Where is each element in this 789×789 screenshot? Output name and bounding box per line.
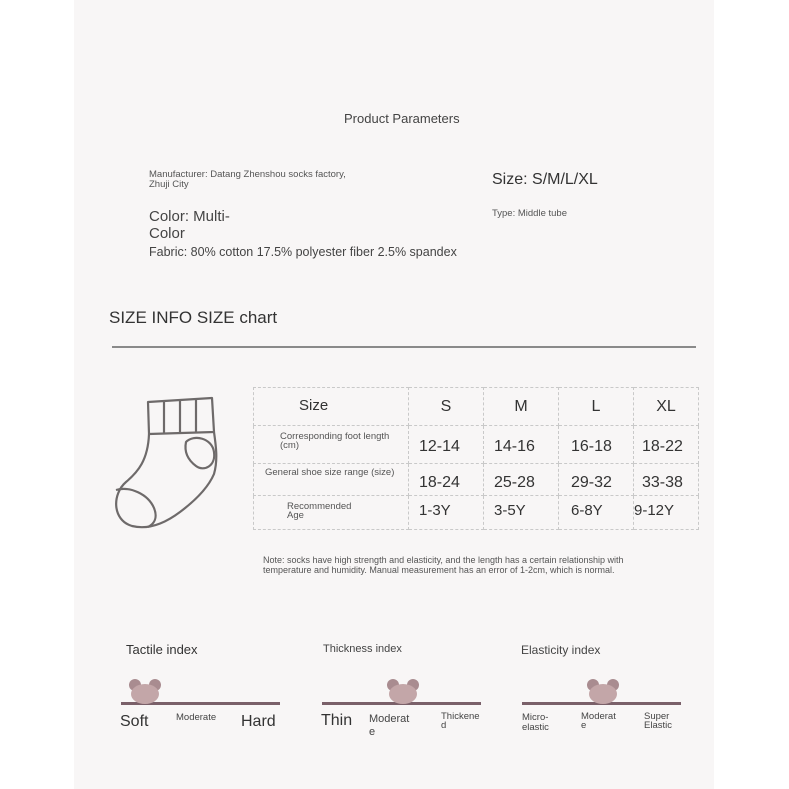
elasticity-right-label-line2: Elastic <box>644 720 672 731</box>
table-cell: 1-3Y <box>409 496 484 530</box>
manufacturer-line1: Manufacturer: Datang Zhenshou socks factory, <box>149 169 346 180</box>
thickness-mid-label-line2: e <box>369 726 376 738</box>
color-line2: Color <box>149 225 185 242</box>
note-line2: temperature and humidity. Manual measurement has an error of 1-2cm, which is normal. <box>263 565 615 575</box>
tactile-mid-label: Moderate <box>176 712 217 723</box>
elasticity-mid-label-line2: e <box>581 720 587 731</box>
table-cell: 18-22 <box>634 426 699 464</box>
size-table <box>253 387 699 530</box>
table-cell: 25-28 <box>484 464 559 496</box>
note-line1: Note: socks have high strength and elasticity, and the length has a certain relationship with <box>263 555 624 565</box>
manufacturer-line2: Zhuji City <box>149 179 189 190</box>
size-col-xl: XL <box>634 388 699 426</box>
fabric-param: Fabric: 80% cotton 17.5% polyester fiber 2.5% spandex <box>149 245 457 259</box>
row-label-line2: Age <box>287 510 304 521</box>
table-row <box>254 426 699 464</box>
table-cell: 29-32 <box>559 464 634 496</box>
section-divider <box>112 346 696 348</box>
size-section-title: SIZE INFO SIZE chart <box>109 308 278 327</box>
size-col-m: M <box>484 388 559 426</box>
size-header-label: Size <box>299 397 329 414</box>
sock-icon <box>108 390 226 530</box>
tactile-right-label: Hard <box>241 713 276 730</box>
color-line1: Color: Multi- <box>149 208 230 225</box>
table-cell: 12-14 <box>409 426 484 464</box>
thickness-index-knob-icon <box>383 678 423 704</box>
thickness-left-label: Thin <box>321 712 353 729</box>
table-cell: 16-18 <box>559 426 634 464</box>
row-label-line1: General shoe size range (size) <box>265 467 395 478</box>
thickness-right-label-line1: Thickene <box>441 711 480 722</box>
row-label-cell <box>254 496 409 530</box>
row-label-line2: (cm) <box>280 440 299 451</box>
elasticity-index-knob-icon <box>583 678 623 704</box>
size-col-l: L <box>559 388 634 426</box>
elasticity-right-label-line1: Super <box>644 711 670 722</box>
thickness-mid-label-line1: Moderat <box>369 713 410 725</box>
table-cell: 6-8Y <box>559 496 634 530</box>
table-cell: 18-24 <box>409 464 484 496</box>
elasticity-mid-label-line1: Moderat <box>581 711 616 722</box>
tactile-left-label: Soft <box>120 713 149 730</box>
table-cell: 3-5Y <box>484 496 559 530</box>
row-label-line1: Corresponding foot length <box>280 431 390 442</box>
size-header-cell <box>254 388 409 426</box>
row-label-line1: Recommended <box>287 501 352 512</box>
table-cell: 33-38 <box>634 464 699 496</box>
tactile-index-knob-icon <box>125 678 165 704</box>
elasticity-index-title: Elasticity index <box>521 643 601 657</box>
elasticity-left-label-line1: Micro- <box>522 712 549 723</box>
thickness-index-title: Thickness index <box>323 643 402 655</box>
elasticity-left-label-line2: elastic <box>522 722 549 733</box>
tactile-index-title: Tactile index <box>126 642 198 657</box>
row-label-cell <box>254 464 409 496</box>
size-col-s: S <box>409 388 484 426</box>
table-cell: 9-12Y <box>634 496 699 530</box>
thickness-right-label-line2: d <box>441 720 447 731</box>
page-title: Product Parameters <box>344 111 460 126</box>
table-cell: 14-16 <box>484 426 559 464</box>
size-param: Size: S/M/L/XL <box>492 171 598 188</box>
table-row <box>254 496 699 530</box>
row-label-cell <box>254 426 409 464</box>
type-param: Type: Middle tube <box>492 208 567 219</box>
table-row <box>254 464 699 496</box>
